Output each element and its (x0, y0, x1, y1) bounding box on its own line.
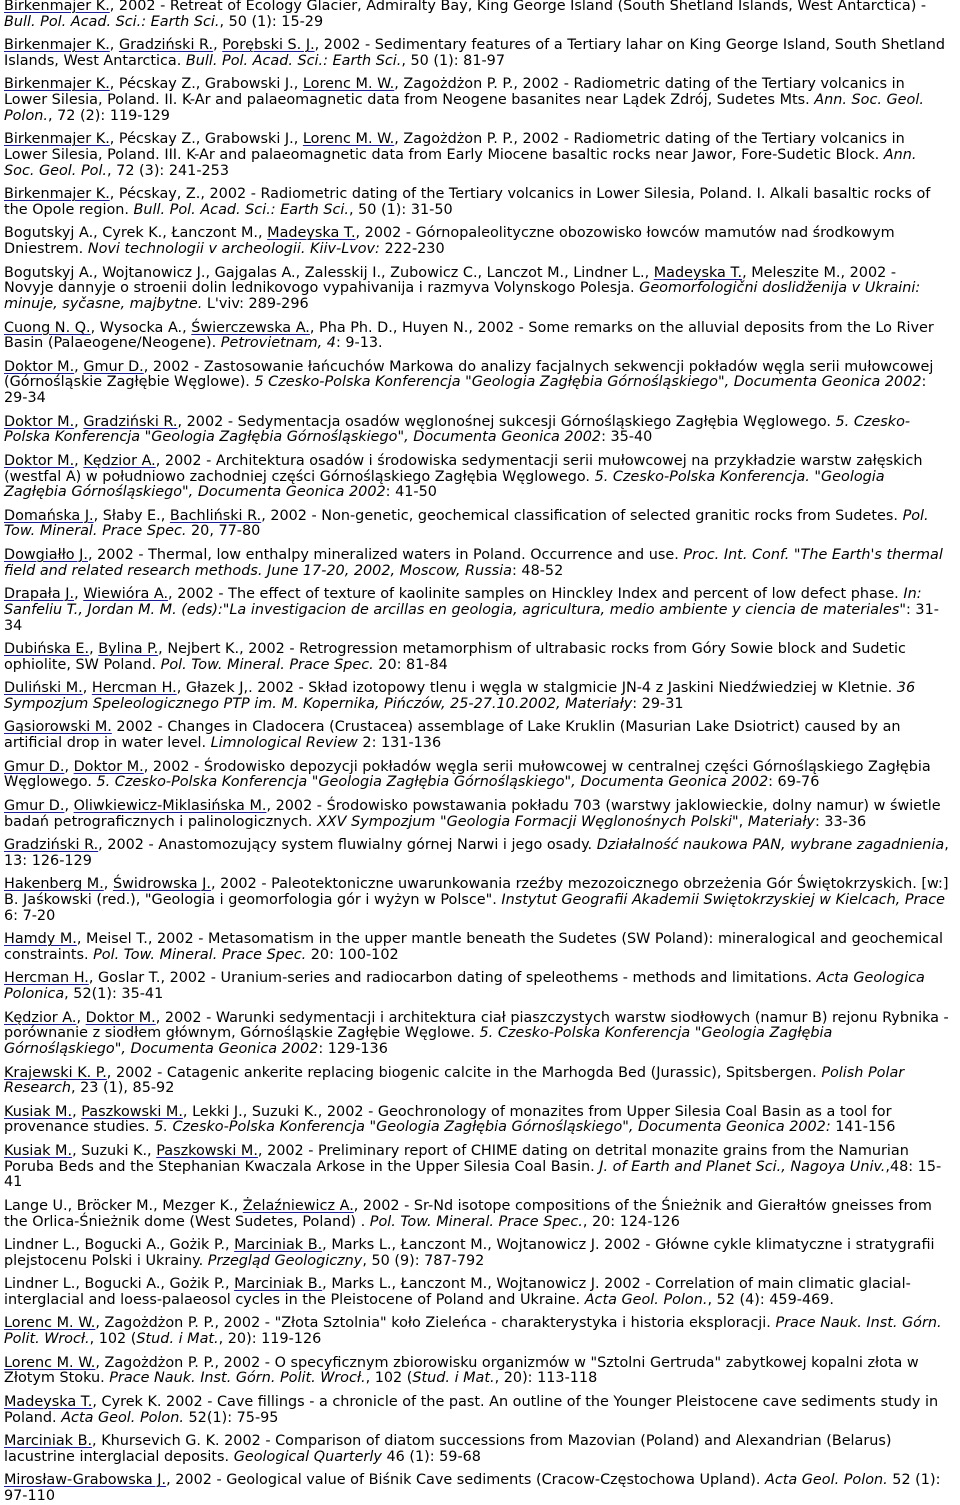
author-link[interactable]: Marciniak B. (234, 1237, 323, 1254)
author-link[interactable]: Gradziński R. (4, 837, 99, 854)
reference-text: , (74, 358, 84, 375)
reference-text: , 2002 - Preliminary report of CHIME dating on detrital monazite grains from the Namurian Poruba Beds and the Stephanian Kwaczala Arkose in the Upper Silesia Coal Basin. (4, 1142, 909, 1175)
reference-text: , 50 (1): 31-50 (349, 201, 453, 218)
reference-text: , Goslar T., 2002 - Uranium-series and radiocarbon dating of speleothems - methods and limitations. (88, 970, 817, 987)
author-link[interactable]: Dowgiałło J. (4, 546, 88, 563)
author-link[interactable]: Hamdy M. (4, 931, 77, 948)
reference-text: , Zagożdżon P. P., 2002 - Radiometric dating of the Tertiary volcanics in Lower Silesia, Poland. III. K-Ar and palaeomagnetic data from Early Miocene basaltic rocks near Jawor, Fore-Sudetic Block. (4, 131, 905, 164)
author-link[interactable]: Birkenmajer K. (4, 186, 110, 203)
reference-entry (4, 760, 950, 791)
publication-title: Prace Nauk. Inst. Górn. Polit. Wrocł. (109, 1370, 366, 1387)
author-link[interactable]: Lorenc M. W. (4, 1354, 96, 1371)
reference-text: , Pécskay Z., Grabowski J., (109, 131, 303, 148)
publication-title: Acta Geologica Polonica (4, 970, 925, 1003)
publication-title: 5. Czesko-Polska Konferencja "Geologia Zagłębia Górnośląskiego", Documenta Geonica 2002 (96, 774, 769, 791)
reference-text: 52(1): 75-95 (183, 1409, 279, 1426)
publication-title: Instytut Geografii Akademii Swiętokrzyskiej w Kielcach, Prace (501, 891, 946, 908)
publication-title: 36 Sympozjum Speleologicznego PTP im. M. Kopernika, Pińczów, 25-27.10.2002, Materiały (4, 680, 916, 712)
reference-text: : 33-36 (814, 813, 867, 830)
reference-text: : 41-50 (385, 484, 437, 501)
author-link[interactable]: Lorenc M. W. (302, 76, 395, 93)
reference-text: , 52(1): 35-41 (64, 986, 164, 1003)
author-link[interactable]: Gmur D. (4, 758, 65, 775)
reference-text: , 72 (2): 119-129 (47, 107, 170, 124)
author-link[interactable]: Kusiak M. (4, 1142, 73, 1159)
reference-entry (4, 226, 950, 257)
reference-text: : 48-52 (512, 562, 564, 579)
reference-text: , 13: 126-129 (4, 837, 949, 869)
author-link[interactable]: Madeyska T. (4, 1393, 93, 1410)
author-link[interactable]: Gmur D. (83, 358, 144, 375)
publication-title: Petrovietnam, 4 (220, 335, 336, 352)
author-link[interactable]: Gąsiorowski M. (4, 719, 112, 736)
publication-title: Pol. Tow. Mineral. Prace Spec. (4, 507, 929, 540)
publication-title: Ann. Soc. Geol. Polon. (4, 92, 924, 124)
publication-title: 5. Czesko-Polska Konferencja "Geologia Zagłębia Górnośląskiego", Documenta Geonica 2002: (154, 1119, 831, 1136)
author-link[interactable]: Madeyska T. (653, 264, 743, 281)
author-link[interactable]: Duliński M. (4, 680, 83, 697)
publication-title: J. of Earth and Planet Sci., Nagoya Univ. (599, 1158, 886, 1175)
reference-entry (4, 454, 950, 501)
author-link[interactable]: Bachliński R. (169, 507, 262, 524)
author-link[interactable]: Hercman H. (4, 970, 89, 987)
reference-text: 52 (1): 97-110 (4, 1472, 941, 1504)
author-link[interactable]: Dubińska E. (4, 641, 90, 658)
reference-entry (4, 1277, 950, 1308)
reference-text: 6: 7-20 (4, 907, 56, 924)
reference-text: , (82, 680, 92, 697)
author-link[interactable]: Wiewióra A. (83, 586, 169, 603)
reference-text: Bogutskyj A., Cyrek K., Łanczont M., (4, 225, 268, 242)
reference-text: , 102 ( (365, 1370, 413, 1387)
reference-text: , Suzuki K., (72, 1142, 157, 1159)
reference-entry (4, 1105, 950, 1136)
reference-text: , 2002 - Catagenic ankerite replacing biogenic calcite in the Marhogda Bed (Jurassic), Spitsbergen. (106, 1064, 822, 1081)
author-link[interactable]: Mirosław-Grabowska J. (4, 1472, 167, 1489)
publication-title: Pol. Tow. Mineral. Prace Spec. (160, 656, 374, 673)
publication-title: In: Sanfeliu T., Jordan M. M. (eds):"La investigacion de arcillas en geologia, agricultura, medio ambiente y ciencia de materiales" (4, 586, 922, 618)
reference-text: , 2002 - Środowisko powstawania pokładu 703 (warstwy jaklowieckie, dolny namur) w świetle badań petrograficznych i palinologicznych. (4, 797, 941, 830)
author-link[interactable]: Porębski S. J. (222, 37, 315, 54)
reference-text: , 2002 - Anastomozujący system fluwialny górnej Narwi i jego osady. (98, 837, 597, 854)
reference-text: , Meisel T., 2002 - Metasomatism in the upper mantle beneath the Sudetes (SW Poland): mineralogical and geochemical constraints. (4, 931, 944, 963)
author-link[interactable]: Świdrowska J. (112, 876, 211, 893)
reference-text: , 2002 - Sr-Nd isotope compositions of the Śnieżnik and Gierałtów gneisses from the Orlica-Śnieżnik dome (West Sudetes, Poland) . (4, 1197, 932, 1230)
reference-entry (4, 720, 950, 751)
publication-title: 5. Czesko-Polska Konferencja. "Geologia Zagłębia Górnośląskiego", Documenta Geonica 2002 (4, 468, 885, 501)
publication-title: Acta Geol. Polon. (61, 1409, 184, 1426)
author-link[interactable]: Birkenmajer K. (4, 0, 110, 14)
author-link[interactable]: Paszkowski M. (81, 1103, 183, 1120)
author-link[interactable]: Gradziński R. (83, 413, 178, 430)
reference-text: , (74, 413, 84, 430)
reference-text: 141-156 (830, 1119, 896, 1136)
publication-title: Geological Quarterly (233, 1448, 382, 1465)
publication-title: Pol. Tow. Mineral. Prace Spec. (93, 946, 307, 963)
author-link[interactable]: Oliwkiewicz-Miklasińska M. (73, 797, 267, 814)
reference-text: , Zagożdżon P. P., 2002 - "Złota Sztolnia" koło Zieleńca - charakterystyka i historia eksploracji. (95, 1315, 776, 1332)
publication-title: 5 Czesko-Polska Konferencja "Geologia Zagłębia Górnośląskiego", Documenta Geonica 2002 (254, 374, 922, 391)
author-link[interactable]: Lorenc M. W. (302, 131, 395, 148)
reference-entry (4, 321, 950, 352)
publication-title: Działalność naukowa PAN, wybrane zagadnienia (596, 837, 945, 854)
reference-text: , 2002 - Paleotektoniczne uwarunkowania rzeźby mezozoicznego obrzeżenia Gór Świętokrzyskich. [w:] B. Jaśkowski (red.), "Geologia i geomorfologia gór i wyżyn w Polsce". (4, 876, 949, 908)
author-link[interactable]: Doktor M. (85, 1009, 156, 1026)
reference-text: , (76, 1009, 86, 1026)
author-link[interactable]: Marciniak B. (234, 1276, 323, 1293)
reference-text: , Zagożdżon P. P., 2002 - O specyficznym zbiorowisku organizmów w "Sztolni Gertruda" zabytkowej kopalni złota w Złotym Stoku. (4, 1354, 919, 1387)
reference-text: 2002 - Changes in Cladocera (Crustacea) assemblage of Lake Kruklin (Masurian Lake Dsiotrict) caused by an artificial drop in water level. (4, 719, 901, 752)
reference-entry (4, 1356, 950, 1387)
publication-title: Polish Polar Research (4, 1064, 905, 1097)
reference-entry (4, 415, 950, 446)
publication-title: Acta Geol. Polon. (584, 1291, 708, 1308)
reference-entry (4, 548, 950, 579)
reference-text: : 69-76 (768, 774, 820, 791)
reference-text: , 50 (1): 81-97 (401, 52, 505, 69)
reference-text: , (213, 37, 223, 54)
author-link[interactable]: Kędzior A. (83, 452, 156, 469)
reference-text: , 2002 - Geological value of Biśnik Cave sediments (Cracow-Częstochowa Upland). (166, 1472, 765, 1489)
reference-text: , 2002 - Górnopaleolityczne obozowisko łowców mamutów nad środkowym Dniestrem. (4, 225, 895, 258)
author-link[interactable]: Świerczewska A. (191, 319, 310, 336)
author-link[interactable]: Domańska J. (4, 507, 94, 524)
publication-title: Stud. i Mat. (136, 1331, 219, 1348)
reference-entry (4, 360, 950, 407)
publication-title: Ann. Soc. Geol. Pol. (4, 147, 917, 179)
reference-text: : 31-34 (4, 601, 939, 634)
reference-entry (4, 1395, 950, 1426)
reference-text: 20: 81-84 (373, 656, 448, 673)
author-link[interactable]: Hakenberg M. (4, 876, 104, 893)
reference-entry (4, 1199, 950, 1230)
reference-text: , 20): 119-126 (218, 1331, 322, 1348)
reference-entry (4, 132, 950, 179)
reference-text: Bogutskyj A., Wojtanowicz J., Gajgalas A., Zalesskij I., Zubowicz C., Lanczot M., Lindner L., (4, 264, 654, 281)
reference-entry (4, 877, 950, 924)
reference-text: , (64, 797, 74, 814)
reference-text: , (89, 641, 99, 658)
reference-text: , 2002 - Zastosowanie łańcuchów Markowa do analizy facjalnych sekwencji pokładów węgla serii mułowcowej (Górnośląskie Zagłębie Węglowe). (4, 358, 934, 391)
reference-text: , Khursevich G. K. 2002 - Comparison of diatom successions from Mazovian (Poland) and Alexandrian (Belarus) lacustrine interglacial deposits. (4, 1433, 892, 1465)
reference-entry (4, 509, 950, 540)
publication-title: Acta Geol. Polon. (764, 1472, 888, 1489)
reference-text: , (74, 452, 84, 469)
reference-text: , Cyrek K. 2002 - Cave fillings - a chronicle of the past. An outline of the Younger Pleistocene cave sediments study in Poland. (4, 1393, 939, 1426)
author-link[interactable]: Doktor M. (4, 358, 75, 375)
author-link[interactable]: Lorenc M. W. (4, 1315, 96, 1332)
reference-text: , 2002 - The effect of texture of kaolinite samples on Hinckley Index and percent of low defect phase. (168, 586, 904, 603)
author-link[interactable]: Doktor M. (73, 758, 144, 775)
reference-entry (4, 1316, 950, 1347)
reference-text: , (74, 586, 84, 603)
reference-text: , (64, 758, 74, 775)
reference-text: Lindner L., Bogucki A., Gożik P., (4, 1237, 235, 1254)
author-link[interactable]: Doktor M. (4, 413, 75, 430)
reference-entry (4, 77, 950, 124)
reference-entry (4, 1066, 950, 1097)
author-link[interactable]: Birkenmajer K. (4, 76, 110, 93)
reference-entry (4, 1238, 950, 1269)
reference-text: 20, 77-80 (186, 523, 261, 540)
reference-text: , 2002 - Non-genetic, geochemical classification of selected granitic rocks from Sudetes. (261, 507, 903, 524)
reference-text: , Pécskay, Z., 2002 - Radiometric dating of the Tertiary volcanics in Lower Silesia, Poland. I. Alkali basaltic rocks of the Opole region. (4, 186, 931, 218)
reference-text: , (72, 1103, 82, 1120)
reference-text: , Słaby E., (93, 507, 170, 524)
reference-entry (4, 187, 950, 218)
publication-title: XXV Sympozjum "Geologia Formacji Węglonośnych Polski" (316, 813, 739, 830)
reference-entry (4, 971, 950, 1002)
author-link[interactable]: Hercman H. (91, 680, 177, 697)
reference-text: , 102 ( (89, 1331, 137, 1348)
publication-title: Bull. Pol. Acad. Sci.: Earth Sci. (4, 13, 220, 30)
reference-entry (4, 266, 950, 313)
reference-text: , Marks L., Łanczont M., Wojtanowicz J. 2002 - Correlation of main climatic glacial-interglacial and loess-palaeosol cycles in the Pleistocene of Poland and Ukraine. (4, 1276, 911, 1308)
reference-text: , 2002 - Thermal, low enthalpy mineralized waters in Poland. Occurrence and use. (87, 546, 684, 563)
author-link[interactable]: Kędzior A. (4, 1009, 77, 1026)
reference-text: , (738, 813, 748, 830)
publication-title: Stud. i Mat. (412, 1370, 495, 1387)
reference-text: , 2002 - Warunki sedymentacji i architektura ciał piaszczystych warstw siodłowych (namur B) rejonu Rybnika - porównanie z siodłem głównym, Górnośląskie Zagłębie Węglowe. (4, 1009, 949, 1042)
author-link[interactable]: Paszkowski M. (156, 1142, 258, 1159)
author-link[interactable]: Kusiak M. (4, 1103, 73, 1120)
author-link[interactable]: Drapała J. (4, 586, 75, 603)
reference-entry (4, 1434, 950, 1465)
publication-title: Novi technologii v archeologii. Kiiv-Lvov: (87, 241, 380, 258)
reference-text: , Lekki J., Suzuki K., 2002 - Geochronology of monazites from Upper Silesia Coal Basin as a tool for provenance studies. (4, 1103, 892, 1136)
author-link[interactable]: Birkenmajer K. (4, 131, 110, 148)
reference-text: , 2002 - Architektura osadów i środowiska sedymentacji serii mułowcowej na przykładzie warstw załęskich (westfal A) w południowo zachodniej części Górnośląskiego Zagłębia Węglowego. (4, 452, 923, 485)
reference-entry (4, 642, 950, 673)
reference-entry (4, 1473, 950, 1504)
reference-text: , 2002 - Środowisko depozycji pokładów węgla serii mułowcowej w centralnej części Górnośląskiego Zagłębia Węglowego. (4, 758, 931, 791)
author-link[interactable]: Gradziński R. (118, 37, 214, 54)
reference-text: , 2002 - Sedymentacja osadów węglonośnej sukcesji Górnośląskiego Zagłębia Węglowego. (177, 413, 836, 430)
reference-entry (4, 0, 950, 30)
reference-text: 46 (1): 59-68 (381, 1448, 481, 1465)
reference-entry (4, 38, 950, 69)
publication-title: 5. Czesko-Polska Konferencja "Geologia Zagłębia Górnośląskiego", Documenta Geonica 2002 (4, 413, 911, 446)
reference-text: , Pha Ph. D., Huyen N., 2002 - Some remarks on the alluvial deposits from the Lo River Basin (Palaeogene/Neogene). (4, 319, 934, 352)
reference-text: , (103, 876, 113, 893)
reference-text: : 9-13. (335, 335, 383, 352)
publication-title: Przegląd Geologiczny (207, 1252, 363, 1269)
reference-entry (4, 838, 950, 869)
reference-text: : 35-40 (601, 429, 653, 446)
reference-text: , 50 (1): 15-29 (219, 13, 324, 30)
reference-text: : 129-136 (318, 1041, 388, 1057)
publication-title: Bull. Pol. Acad. Sci.: Earth Sci. (185, 52, 402, 69)
publication-title: Geomorfologični doslidženija v Ukraini: minuje, syčasne, majbytne. (4, 280, 921, 313)
reference-text: , (109, 37, 119, 54)
reference-entry (4, 587, 950, 634)
reference-text: , Meleszite M., 2002 - Novyje dannyje o stroenii dolin lednikovogo vypahivanija i razmyva Volynskogo Polesja. (4, 264, 897, 297)
author-link[interactable]: Gmur D. (4, 797, 65, 814)
reference-text: , 72 (3): 241-253 (107, 162, 229, 179)
reference-entry (4, 1011, 950, 1058)
reference-text: , Nejbert K., 2002 - Retrogression metamorphism of ultrabasic rocks from Góry Sowie block and Sudetic ophiolite, SW Poland. (4, 641, 906, 673)
reference-text: , 20: 124-126 (582, 1213, 680, 1230)
author-link[interactable]: Żelaźniewicz A. (242, 1197, 354, 1214)
reference-text: , Głazek J,. 2002 - Skład izotopowy tlenu i węgla w stalgmicie JN-4 z Jaskini Niedźwiedziej w Kletnie. (176, 680, 897, 697)
reference-text: 222-230 (379, 241, 445, 258)
publication-title: Proc. Int. Conf. "The Earth's thermal field and related research methods. June 17-20, 2002, Moscow, Russia (4, 546, 943, 579)
reference-text: , 2002 - Sedimentary features of a Tertiary lahar on King George Island, South Shetland Islands, West Antarctica. (4, 37, 946, 69)
author-link[interactable]: Doktor M. (4, 452, 75, 469)
publication-title: Prace Nauk. Inst. Górn. Polit. Wrocł. (4, 1315, 942, 1348)
reference-text: Lindner L., Bogucki A., Gożik P., (4, 1276, 235, 1293)
author-link[interactable]: Marciniak B. (4, 1433, 93, 1450)
reference-text: 2: 131-136 (357, 735, 442, 752)
reference-text: , 20): 113-118 (494, 1370, 598, 1387)
reference-text: ,48: 15-41 (4, 1158, 942, 1191)
reference-text: L'viv: 289-296 (202, 296, 309, 313)
reference-text: : 29-34 (4, 374, 927, 407)
publication-title: Pol. Tow. Mineral. Prace Spec. (369, 1213, 583, 1230)
reference-text: , Pécskay Z., Grabowski J., (109, 76, 303, 93)
publication-title: 5. Czesko-Polska Konferencja "Geologia Zagłębia Górnośląskiego", Documenta Geonica 2002 (4, 1025, 833, 1057)
author-link[interactable]: Birkenmajer K. (4, 37, 110, 54)
reference-entry (4, 1144, 950, 1191)
reference-text: , 2002 - Retreat of Ecology Glacier, Admiralty Bay, King George Island (South Shetland Islands, West Antarctica) - (109, 0, 927, 14)
publication-title: Materiały (747, 813, 815, 830)
reference-text: Lange U., Bröcker M., Mezger K., (4, 1197, 243, 1214)
author-link[interactable]: Krajewski K. P. (4, 1064, 107, 1081)
reference-text: , Zagożdżon P. P., 2002 - Radiometric dating of the Tertiary volcanics in Lower Silesia, Poland. II. K-Ar and palaeomagnetic data from Neogene basanites near Lądek Zdrój, Sudetes Mts. (4, 76, 905, 109)
reference-text: : 29-31 (632, 695, 684, 712)
publication-title: Limnological Review (210, 735, 358, 752)
reference-text: 20: 100-102 (306, 946, 399, 963)
author-link[interactable]: Madeyska T. (267, 225, 356, 242)
publication-title: Bull. Pol. Acad. Sci.: Earth Sci. (133, 201, 349, 218)
reference-entry (4, 932, 950, 963)
author-link[interactable]: Cuong N. Q. (4, 319, 91, 336)
reference-entry (4, 681, 950, 712)
reference-entry (4, 799, 950, 830)
author-link[interactable]: Bylina P. (98, 641, 159, 658)
reference-text: , 23 (1), 85-92 (70, 1080, 175, 1097)
reference-text: , Wysocka A., (90, 319, 192, 336)
reference-text: , 52 (4): 459-469. (707, 1291, 834, 1308)
reference-text: , 50 (9): 787-792 (362, 1252, 485, 1269)
reference-text: , Marks L., Łanczont M., Wojtanowicz J. 2002 - Główne cykle klimatyczne i stratygrafii plejstocenu Polski i Ukrainy. (4, 1237, 935, 1269)
